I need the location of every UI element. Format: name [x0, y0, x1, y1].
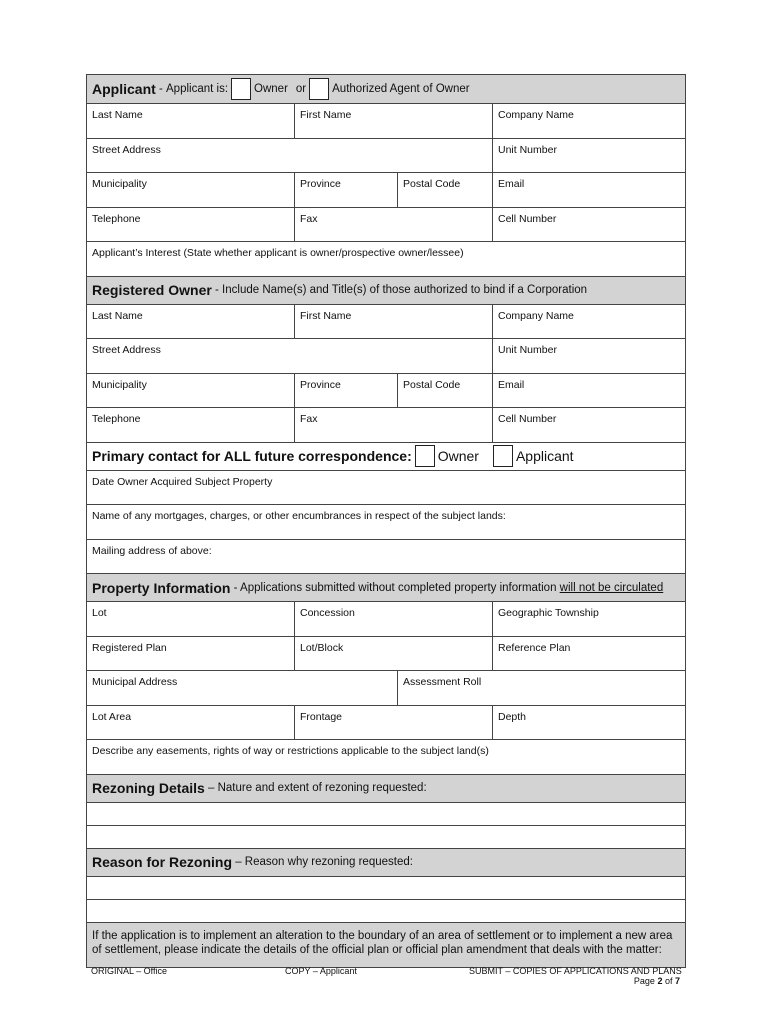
municipal-address-field[interactable]: Municipal Address: [92, 676, 178, 688]
footer-submit: SUBMIT – COPIES OF APPLICATIONS AND PLANS: [469, 966, 682, 976]
rezoning-section-header: [87, 774, 685, 802]
rezoning-title: Rezoning Details: [92, 780, 205, 796]
owner-municipality-field[interactable]: Municipality: [92, 378, 147, 391]
owner-postal-code-field[interactable]: Postal Code: [397, 374, 492, 408]
lot-block-field[interactable]: Lot/Block: [294, 637, 492, 671]
applicant-cell-number-field[interactable]: Cell Number: [492, 208, 685, 242]
reference-plan-field[interactable]: Reference Plan: [492, 637, 685, 671]
contact-owner-label: Owner: [437, 448, 479, 464]
owner-email-field[interactable]: Email: [492, 374, 685, 408]
owner-telephone-field[interactable]: Telephone: [92, 413, 141, 425]
reason-line-2[interactable]: [87, 900, 685, 922]
lot-field[interactable]: Lot: [92, 607, 107, 619]
concession-field[interactable]: Concession: [294, 602, 492, 636]
frontage-field[interactable]: Frontage: [294, 706, 492, 740]
owner-cell-number-field[interactable]: Cell Number: [492, 408, 685, 442]
contact-owner-checkbox[interactable]: [415, 445, 435, 467]
applicant-fax-field[interactable]: Fax: [294, 208, 492, 242]
footer-page-number: [634, 976, 680, 986]
contact-applicant-checkbox[interactable]: [493, 445, 513, 467]
applicant-is-label: Applicant is:: [166, 83, 229, 95]
contact-applicant-label: Applicant: [515, 448, 574, 464]
registered-plan-field[interactable]: Registered Plan: [92, 641, 167, 654]
rezoning-line-2[interactable]: [87, 826, 685, 848]
reason-section-header: [87, 848, 685, 876]
owner-section-header: [87, 276, 685, 304]
applicant-interest-field[interactable]: Applicant’s Interest (State whether applicant is owner/prospective owner/lessee): [92, 247, 464, 259]
applicant-last-name-field[interactable]: Last Name: [92, 109, 143, 121]
reason-line-1[interactable]: [87, 877, 685, 899]
contact-title: Primary contact for ALL future correspondence:: [92, 448, 412, 464]
date-acquired-field[interactable]: Date Owner Acquired Subject Property: [92, 475, 273, 488]
applicant-municipality-field[interactable]: Municipality: [92, 178, 147, 190]
depth-field[interactable]: Depth: [492, 706, 685, 740]
applicant-company-name-field[interactable]: Company Name: [492, 104, 685, 138]
owner-option-label: Owner: [254, 83, 288, 95]
applicant-postal-code-field[interactable]: Postal Code: [397, 173, 492, 207]
rezoning-line-1[interactable]: [87, 803, 685, 825]
agent-checkbox[interactable]: [309, 78, 329, 100]
applicant-section-header: [87, 75, 685, 103]
township-field[interactable]: Geographic Township: [492, 602, 685, 636]
applicant-street-address-field[interactable]: Street Address: [92, 143, 161, 156]
reason-subtitle: – Reason why rezoning requested:: [232, 856, 413, 868]
applicant-email-field[interactable]: Email: [492, 173, 685, 207]
owner-unit-number-field[interactable]: Unit Number: [492, 339, 685, 373]
property-section-header: [87, 573, 685, 601]
applicant-sep: -: [155, 83, 167, 95]
page-current: 2: [657, 976, 663, 986]
owner-province-field[interactable]: Province: [294, 374, 397, 408]
applicant-unit-number-field[interactable]: Unit Number: [492, 139, 685, 173]
mortgages-field[interactable]: Name of any mortgages, charges, or other encumbrances in respect of the subject lands:: [92, 510, 506, 522]
applicant-telephone-field[interactable]: Telephone: [92, 212, 141, 225]
applicant-title: Applicant: [92, 81, 156, 97]
applicant-first-name-field[interactable]: First Name: [294, 104, 492, 138]
owner-last-name-field[interactable]: Last Name: [92, 309, 143, 322]
property-subtitle: - Applications submitted without completed property information: [230, 581, 560, 594]
owner-first-name-field[interactable]: First Name: [294, 305, 492, 339]
or-label: or: [295, 83, 307, 95]
applicant-province-field[interactable]: Province: [294, 173, 397, 207]
owner-fax-field[interactable]: Fax: [294, 408, 492, 442]
footer-original: ORIGINAL – Office: [91, 966, 168, 976]
reason-title: Reason for Rezoning: [92, 854, 233, 870]
page-prefix: Page: [633, 976, 658, 986]
agent-option-label: Authorized Agent of Owner: [332, 83, 470, 95]
property-subtitle-underlined: will not be circulated: [559, 581, 664, 594]
rezoning-subtitle: – Nature and extent of rezoning requested:: [204, 782, 427, 794]
property-title: Property Information: [92, 579, 231, 596]
owner-subtitle: - Include Name(s) and Title(s) of those authorized to bind if a Corporation: [211, 284, 588, 296]
footer-copy: COPY – Applicant: [285, 966, 357, 976]
easements-field[interactable]: Describe any easements, rights of way or restrictions applicable to the subject land(s): [92, 745, 489, 757]
assessment-roll-field[interactable]: Assessment Roll: [397, 671, 685, 705]
owner-company-name-field[interactable]: Company Name: [492, 305, 685, 339]
owner-street-address-field[interactable]: Street Address: [92, 344, 161, 356]
contact-section-header: [87, 442, 685, 470]
settlement-instructions: If the application is to implement an alteration to the boundary of an area of settlement or to implement a new area of settlement, please indicate the details of the official plan or official plan amendment that deals with the matter:: [87, 923, 685, 967]
lot-area-field[interactable]: Lot Area: [92, 710, 132, 723]
owner-title: Registered Owner: [92, 282, 212, 298]
application-form: [86, 74, 686, 968]
page-of: of: [662, 976, 675, 986]
page-total: 7: [674, 976, 680, 986]
owner-checkbox[interactable]: [231, 78, 251, 100]
mailing-address-field[interactable]: Mailing address of above:: [92, 544, 212, 557]
